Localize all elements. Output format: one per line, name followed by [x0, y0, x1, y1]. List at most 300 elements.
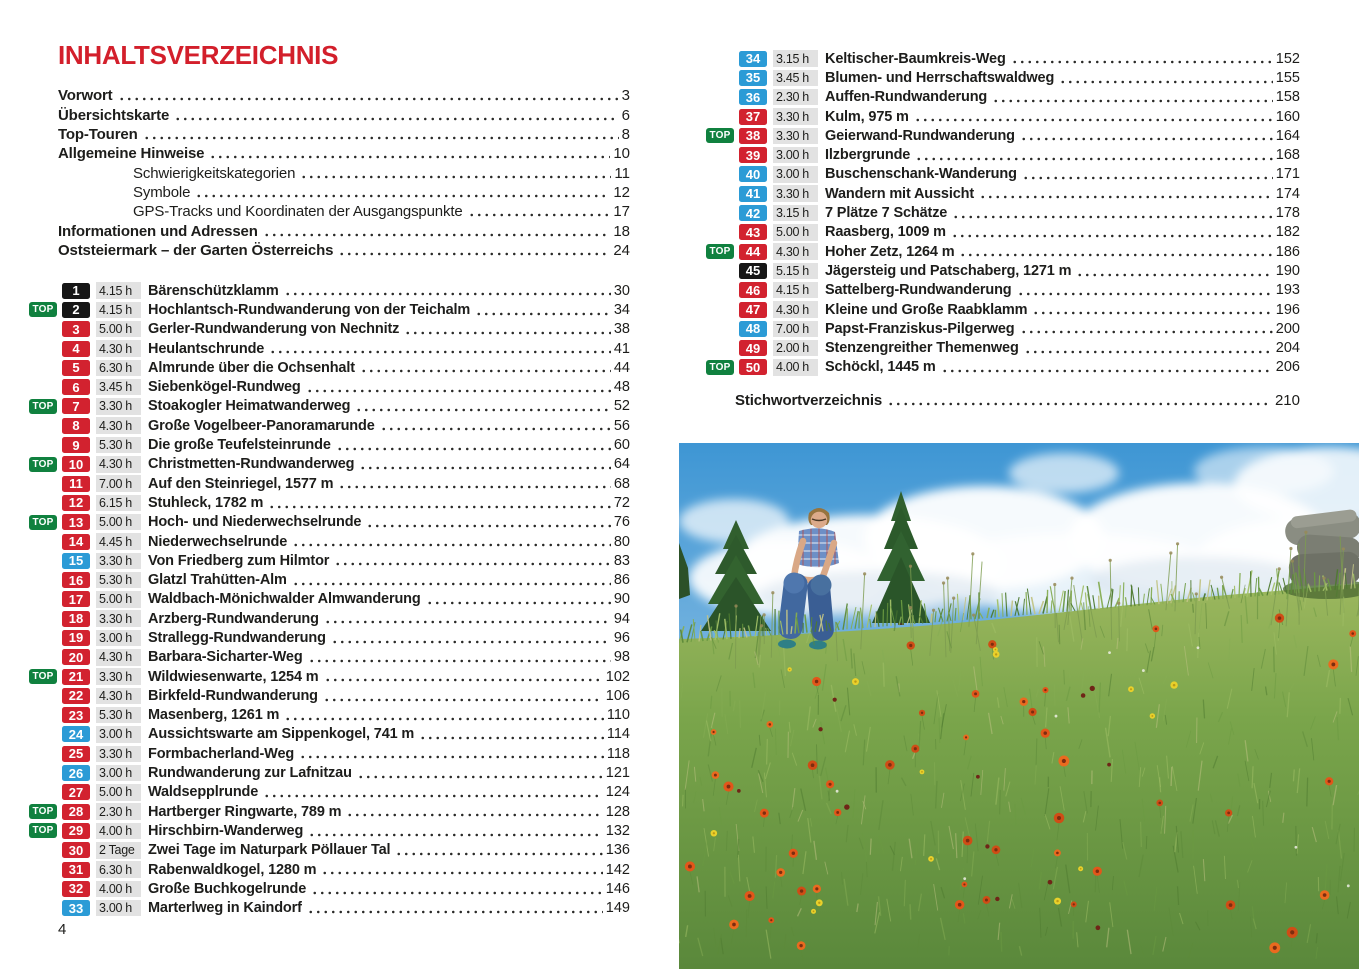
tour-title: Hochlantsch-Rundwanderung von der Teichalm — [148, 301, 471, 318]
tour-entry[interactable] — [706, 68, 1300, 87]
top-badge-slot — [706, 244, 734, 259]
dot-leader — [475, 300, 611, 319]
tour-number-badge: 38 — [739, 128, 767, 144]
tour-number-badge: 48 — [739, 321, 767, 337]
tour-page-number: 114 — [606, 726, 630, 743]
toc-entry-page-number: 8 — [621, 125, 630, 143]
tour-entry[interactable] — [29, 339, 630, 358]
dot-leader — [331, 628, 611, 647]
tour-duration: 4.30 h — [773, 301, 818, 318]
dot-leader — [292, 532, 611, 551]
tour-page-number: 146 — [605, 880, 630, 897]
dot-leader — [209, 144, 610, 163]
top-badge-slot — [29, 553, 57, 568]
tour-duration: 5.30 h — [96, 707, 141, 724]
dot-leader — [887, 391, 1272, 410]
toc-entry[interactable] — [58, 183, 630, 202]
tour-entry[interactable] — [706, 319, 1300, 338]
tour-number-badge: 44 — [739, 244, 767, 260]
tour-page-number: 64 — [613, 456, 630, 473]
toc-entry[interactable] — [58, 86, 630, 105]
top-badge-slot — [29, 727, 57, 742]
dot-leader — [951, 223, 1273, 242]
tour-duration: 2.30 h — [773, 89, 818, 106]
top-badge: TOP — [29, 823, 57, 838]
tour-duration: 7.00 h — [773, 321, 818, 338]
tour-entry[interactable] — [706, 107, 1300, 126]
tour-title: Stuhleck, 1782 m — [148, 494, 264, 511]
tour-title: Ilzbergrunde — [825, 147, 911, 164]
toc-entry-page-number: 11 — [614, 164, 630, 182]
tour-number-badge: 31 — [62, 862, 90, 878]
toc-entry-label: Übersichtskarte — [58, 106, 170, 124]
tour-duration: 6.30 h — [96, 360, 141, 377]
toc-entry[interactable] — [58, 125, 630, 144]
top-badge-slot — [29, 322, 57, 337]
top-badge-slot — [706, 90, 734, 105]
tour-entry[interactable] — [29, 513, 630, 532]
toc-entry-label: Allgemeine Hinweise — [58, 145, 205, 163]
tour-entry[interactable] — [29, 899, 630, 918]
tour-title: Blumen- und Herrschaftswaldweg — [825, 69, 1055, 86]
tour-page-number: 102 — [605, 668, 630, 685]
tour-entry[interactable] — [706, 184, 1300, 203]
top-badge-slot — [29, 881, 57, 896]
tour-entry[interactable] — [706, 88, 1300, 107]
tour-number-badge: 33 — [62, 900, 90, 916]
tour-title: Papst-Franziskus-Pilgerweg — [825, 320, 1015, 337]
tour-duration: 3.00 h — [773, 166, 818, 183]
top-badge-slot — [29, 515, 57, 530]
dot-leader — [1022, 165, 1273, 184]
tour-number-badge: 9 — [62, 437, 90, 453]
tour-title: Siebenkögel-Rundweg — [148, 379, 301, 396]
tour-entry[interactable] — [29, 879, 630, 898]
tour-entry[interactable] — [706, 338, 1300, 357]
tour-title: Christmetten-Rundwanderweg — [148, 456, 355, 473]
tour-page-number: 152 — [1275, 50, 1300, 67]
tour-number-badge: 46 — [739, 282, 767, 298]
tour-title: Auffen-Rundwanderung — [825, 89, 988, 106]
toc-entry[interactable] — [58, 144, 630, 163]
tour-entry[interactable] — [29, 590, 630, 609]
tour-entry[interactable] — [29, 783, 630, 802]
tour-list-right — [706, 49, 1300, 377]
tour-page-number: 52 — [613, 398, 630, 415]
toc-entry-page-number: 12 — [613, 183, 630, 201]
top-badge-slot — [29, 766, 57, 781]
top-badge-slot — [706, 51, 734, 66]
dot-leader — [308, 821, 603, 840]
tour-number-badge: 23 — [62, 707, 90, 723]
dot-leader — [338, 241, 610, 260]
tour-page-number: 48 — [613, 379, 630, 396]
tour-duration: 4.30 h — [96, 649, 141, 666]
dot-leader — [269, 339, 611, 358]
tour-number-badge: 3 — [62, 321, 90, 337]
index-label: Stichwortverzeichnis — [735, 392, 883, 410]
toc-entry-page-number: 17 — [613, 203, 630, 221]
tour-duration: 2.00 h — [773, 340, 818, 357]
tour-duration: 3.00 h — [96, 630, 141, 647]
tour-entry[interactable] — [706, 126, 1300, 145]
dot-leader — [324, 667, 603, 686]
index-page-number: 210 — [1274, 392, 1300, 410]
tour-title: Große Buchkogelrunde — [148, 880, 307, 897]
dot-leader — [300, 163, 611, 182]
tour-entry[interactable] — [29, 300, 630, 319]
dot-leader — [359, 455, 610, 474]
top-badge-slot — [29, 495, 57, 510]
tour-page-number: 94 — [613, 610, 630, 627]
toc-entry[interactable] — [58, 105, 630, 124]
top-badge-slot — [29, 823, 57, 838]
tour-duration: 3.00 h — [96, 900, 141, 917]
tour-duration: 3.15 h — [773, 50, 818, 67]
toc-entry-page-number: 3 — [621, 87, 630, 105]
tour-title: Wandern mit Aussicht — [825, 185, 974, 202]
toc-entry-label: Schwierigkeitskategorien — [133, 164, 296, 182]
tour-entry[interactable] — [29, 763, 630, 782]
tour-entry[interactable] — [706, 223, 1300, 242]
dot-leader — [914, 107, 1273, 126]
toc-entry-page-number: 24 — [613, 241, 630, 259]
dot-leader — [1059, 68, 1273, 87]
tour-entry[interactable] — [29, 821, 630, 840]
top-badge-slot — [29, 843, 57, 858]
tour-number-badge: 43 — [739, 224, 767, 240]
tour-number-badge: 49 — [739, 340, 767, 356]
tour-entry[interactable] — [29, 802, 630, 821]
tour-entry[interactable] — [29, 416, 630, 435]
dot-leader — [195, 183, 610, 202]
tour-duration: 3.30 h — [96, 553, 141, 570]
dot-leader — [1017, 281, 1273, 300]
tour-number-badge: 8 — [62, 418, 90, 434]
tour-title: Rundwanderung zur Lafnitzau — [148, 765, 352, 782]
top-badge-slot — [29, 785, 57, 800]
tour-title: Rabenwaldkogel, 1280 m — [148, 861, 317, 878]
tour-duration: 4.30 h — [96, 456, 141, 473]
tour-entry[interactable] — [706, 242, 1300, 261]
tour-page-number: 142 — [605, 861, 630, 878]
tour-entry[interactable] — [29, 609, 630, 628]
tour-duration: 3.30 h — [96, 610, 141, 627]
tour-page-number: 128 — [605, 803, 630, 820]
tour-number-badge: 12 — [62, 495, 90, 511]
tour-entry[interactable] — [706, 49, 1300, 68]
dot-leader — [992, 88, 1273, 107]
tour-number-badge: 36 — [739, 89, 767, 105]
tour-duration: 6.30 h — [96, 861, 141, 878]
tour-entry[interactable] — [29, 435, 630, 454]
top-badge-slot — [706, 263, 734, 278]
tour-duration: 3.30 h — [96, 398, 141, 415]
index-entry[interactable] — [735, 391, 1300, 410]
tour-entry[interactable] — [29, 474, 630, 493]
tour-entry[interactable] — [29, 628, 630, 647]
tour-duration: 5.00 h — [773, 224, 818, 241]
tour-duration: 6.15 h — [96, 495, 141, 512]
tour-entry[interactable] — [29, 841, 630, 860]
tour-entry[interactable] — [29, 706, 630, 725]
tour-number-badge: 2 — [62, 302, 90, 318]
top-badge-slot — [29, 534, 57, 549]
dot-leader — [360, 358, 611, 377]
tour-title: Zwei Tage im Naturpark Pöllauer Tal — [148, 842, 391, 859]
tour-entry[interactable] — [29, 358, 630, 377]
tour-page-number: 158 — [1275, 89, 1300, 106]
tour-title: Strallegg-Rundwanderung — [148, 629, 326, 646]
tour-entry[interactable] — [706, 300, 1300, 319]
dot-leader — [959, 242, 1272, 261]
tour-duration: 2 Tage — [96, 842, 141, 859]
dot-leader — [1024, 338, 1273, 357]
tour-entry[interactable] — [706, 358, 1300, 377]
tour-duration: 5.30 h — [96, 437, 141, 454]
tour-entry[interactable] — [29, 455, 630, 474]
toc-entry[interactable] — [58, 241, 630, 260]
tour-number-badge: 18 — [62, 611, 90, 627]
tour-duration: 3.00 h — [96, 765, 141, 782]
dot-leader — [380, 416, 611, 435]
tour-page-number: 121 — [605, 765, 630, 782]
dot-leader — [952, 203, 1273, 222]
dot-leader — [366, 513, 611, 532]
top-badge-slot — [706, 70, 734, 85]
top-badge-slot — [29, 862, 57, 877]
tour-page-number: 190 — [1275, 262, 1300, 279]
tour-entry[interactable] — [29, 551, 630, 570]
tour-entry[interactable] — [29, 532, 630, 551]
tour-number-badge: 28 — [62, 804, 90, 820]
tour-page-number: 72 — [613, 494, 630, 511]
dot-leader — [338, 474, 611, 493]
tour-page-number: 132 — [605, 822, 630, 839]
tour-list-left — [29, 281, 630, 918]
tour-number-badge: 41 — [739, 186, 767, 202]
top-badge-slot — [706, 186, 734, 201]
tour-title: Aussichtswarte am Sippenkogel, 741 m — [148, 726, 415, 743]
toc-entry-label: Informationen und Adressen — [58, 222, 258, 240]
top-badge-slot — [706, 302, 734, 317]
tour-entry[interactable] — [29, 377, 630, 396]
tour-entry[interactable] — [29, 570, 630, 589]
top-badge-slot — [29, 688, 57, 703]
dot-leader — [979, 184, 1273, 203]
tour-title: Schöckl, 1445 m — [825, 359, 936, 376]
dot-leader — [404, 320, 611, 339]
toc-entry-label: Symbole — [133, 183, 191, 201]
tour-duration: 4.30 h — [96, 340, 141, 357]
top-badge-slot — [29, 283, 57, 298]
tour-page-number: 200 — [1275, 320, 1300, 337]
tour-number-badge: 17 — [62, 591, 90, 607]
top-badge-slot — [29, 438, 57, 453]
tour-number-badge: 21 — [62, 669, 90, 685]
tour-title: Masenberg, 1261 m — [148, 707, 280, 724]
tour-number-badge: 34 — [739, 51, 767, 67]
tour-page-number: 38 — [613, 321, 630, 338]
tour-duration: 3.30 h — [96, 746, 141, 763]
tour-entry[interactable] — [29, 725, 630, 744]
tour-entry[interactable] — [706, 281, 1300, 300]
toc-entry[interactable] — [58, 221, 630, 240]
tour-title: Buschenschank-Wanderung — [825, 166, 1017, 183]
tour-page-number: 182 — [1275, 224, 1300, 241]
tour-title: Kleine und Große Raabklamm — [825, 301, 1028, 318]
tour-entry[interactable] — [706, 165, 1300, 184]
dot-leader — [1011, 49, 1273, 68]
tour-entry[interactable] — [29, 744, 630, 763]
tour-title: Von Friedberg zum Hilmtor — [148, 552, 330, 569]
tour-number-badge: 11 — [62, 476, 90, 492]
tour-entry[interactable] — [29, 397, 630, 416]
tour-entry[interactable] — [29, 686, 630, 705]
tour-page-number: 204 — [1275, 340, 1300, 357]
tour-duration: 4.15 h — [96, 302, 141, 319]
tour-entry[interactable] — [29, 648, 630, 667]
tour-duration: 4.30 h — [773, 243, 818, 260]
tour-number-badge: 47 — [739, 302, 767, 318]
toc-entry-label: Oststeiermark – der Garten Österreichs — [58, 241, 334, 259]
dot-leader — [915, 145, 1273, 164]
tour-title: Wildwiesenwarte, 1254 m — [148, 668, 319, 685]
dot-leader — [299, 744, 604, 763]
top-badge-slot — [706, 206, 734, 221]
tour-title: Barbara-Sicharter-Weg — [148, 649, 303, 666]
tour-page-number: 136 — [605, 842, 630, 859]
tour-page-number: 118 — [606, 745, 630, 762]
tour-title: Keltischer-Baumkreis-Weg — [825, 50, 1006, 67]
tour-entry[interactable] — [29, 320, 630, 339]
tour-duration: 3.45 h — [96, 379, 141, 396]
tour-page-number: 90 — [613, 591, 630, 608]
tour-number-badge: 26 — [62, 765, 90, 781]
tour-page-number: 193 — [1275, 282, 1300, 299]
tour-number-badge: 37 — [739, 109, 767, 125]
top-badge-slot — [706, 321, 734, 336]
tour-page-number: 186 — [1275, 243, 1300, 260]
tour-page-number: 44 — [613, 359, 630, 376]
top-badge-slot — [29, 611, 57, 626]
tour-duration: 4.45 h — [96, 533, 141, 550]
tour-page-number: 155 — [1275, 69, 1300, 86]
tour-duration: 5.00 h — [96, 514, 141, 531]
dot-leader — [468, 202, 611, 221]
tour-title: Arzberg-Rundwanderung — [148, 610, 319, 627]
top-badge-slot — [29, 399, 57, 414]
tour-duration: 3.45 h — [773, 70, 818, 87]
tour-duration: 4.00 h — [773, 359, 818, 376]
toc-entry-label: Top-Touren — [58, 125, 138, 143]
tour-duration: 4.15 h — [773, 282, 818, 299]
tour-title: Jägersteig und Patschaberg, 1271 m — [825, 262, 1072, 279]
tour-duration: 3.30 h — [96, 668, 141, 685]
dot-leader — [263, 783, 603, 802]
tour-page-number: 160 — [1275, 108, 1300, 125]
tour-entry[interactable] — [29, 493, 630, 512]
top-badge: TOP — [706, 360, 734, 375]
top-badge-slot — [706, 128, 734, 143]
tour-duration: 3.00 h — [96, 726, 141, 743]
toc-entry[interactable] — [58, 163, 630, 182]
tour-duration: 3.15 h — [773, 205, 818, 222]
dot-leader — [346, 802, 602, 821]
tour-duration: 3.30 h — [773, 108, 818, 125]
tour-duration: 5.15 h — [773, 263, 818, 280]
toc-entry-label: GPS-Tracks und Koordinaten der Ausgangspunkte — [133, 203, 463, 221]
tour-number-badge: 22 — [62, 688, 90, 704]
dot-leader — [306, 377, 611, 396]
top-badge: TOP — [706, 244, 734, 259]
dot-leader — [336, 435, 611, 454]
tour-page-number: 168 — [1275, 147, 1300, 164]
tour-page-number: 110 — [606, 707, 630, 724]
tour-duration: 4.00 h — [96, 823, 141, 840]
tour-duration: 4.30 h — [96, 688, 141, 705]
top-badge-slot — [29, 341, 57, 356]
tour-title: Hoch- und Niederwechselrunde — [148, 514, 362, 531]
tour-page-number: 149 — [605, 900, 630, 917]
tour-title: Hoher Zetz, 1264 m — [825, 243, 955, 260]
toc-entry-page-number: 18 — [613, 222, 630, 240]
intro-list — [58, 86, 630, 260]
tour-title: Die große Teufelsteinrunde — [148, 437, 331, 454]
dot-leader — [311, 879, 603, 898]
tour-page-number: 106 — [605, 687, 630, 704]
tour-page-number: 68 — [613, 475, 630, 492]
dot-leader — [268, 493, 611, 512]
tour-entry[interactable] — [706, 145, 1300, 164]
tour-number-badge: 6 — [62, 379, 90, 395]
dot-leader — [143, 125, 619, 144]
tour-entry[interactable] — [29, 281, 630, 300]
tour-number-badge: 20 — [62, 649, 90, 665]
top-badge: TOP — [29, 302, 57, 317]
tour-entry[interactable] — [706, 261, 1300, 280]
tour-number-badge: 50 — [739, 359, 767, 375]
tour-entry[interactable] — [29, 667, 630, 686]
tour-title: Auf den Steinriegel, 1577 m — [148, 475, 334, 492]
tour-number-badge: 30 — [62, 842, 90, 858]
tour-entry[interactable] — [29, 860, 630, 879]
tour-number-badge: 45 — [739, 263, 767, 279]
dot-leader — [334, 551, 611, 570]
tour-duration: 5.00 h — [96, 321, 141, 338]
top-badge: TOP — [29, 515, 57, 530]
tour-number-badge: 32 — [62, 881, 90, 897]
tour-duration: 4.00 h — [96, 881, 141, 898]
toc-entry[interactable] — [58, 202, 630, 221]
tour-title: Stoakogler Heimatwanderweg — [148, 398, 351, 415]
dot-leader — [355, 397, 610, 416]
tour-duration: 7.00 h — [96, 475, 141, 492]
dot-leader — [321, 860, 602, 879]
tour-title: Almrunde über die Ochsenhalt — [148, 359, 355, 376]
tour-number-badge: 13 — [62, 514, 90, 530]
dot-leader — [323, 686, 603, 705]
top-badge-slot — [706, 341, 734, 356]
top-badge-slot — [29, 804, 57, 819]
top-badge-slot — [29, 476, 57, 491]
top-badge-slot — [29, 573, 57, 588]
tour-entry[interactable] — [706, 203, 1300, 222]
tour-number-badge: 35 — [739, 70, 767, 86]
dot-leader — [1076, 261, 1272, 280]
toc-entry-page-number: 6 — [621, 106, 630, 124]
dot-leader — [941, 358, 1273, 377]
